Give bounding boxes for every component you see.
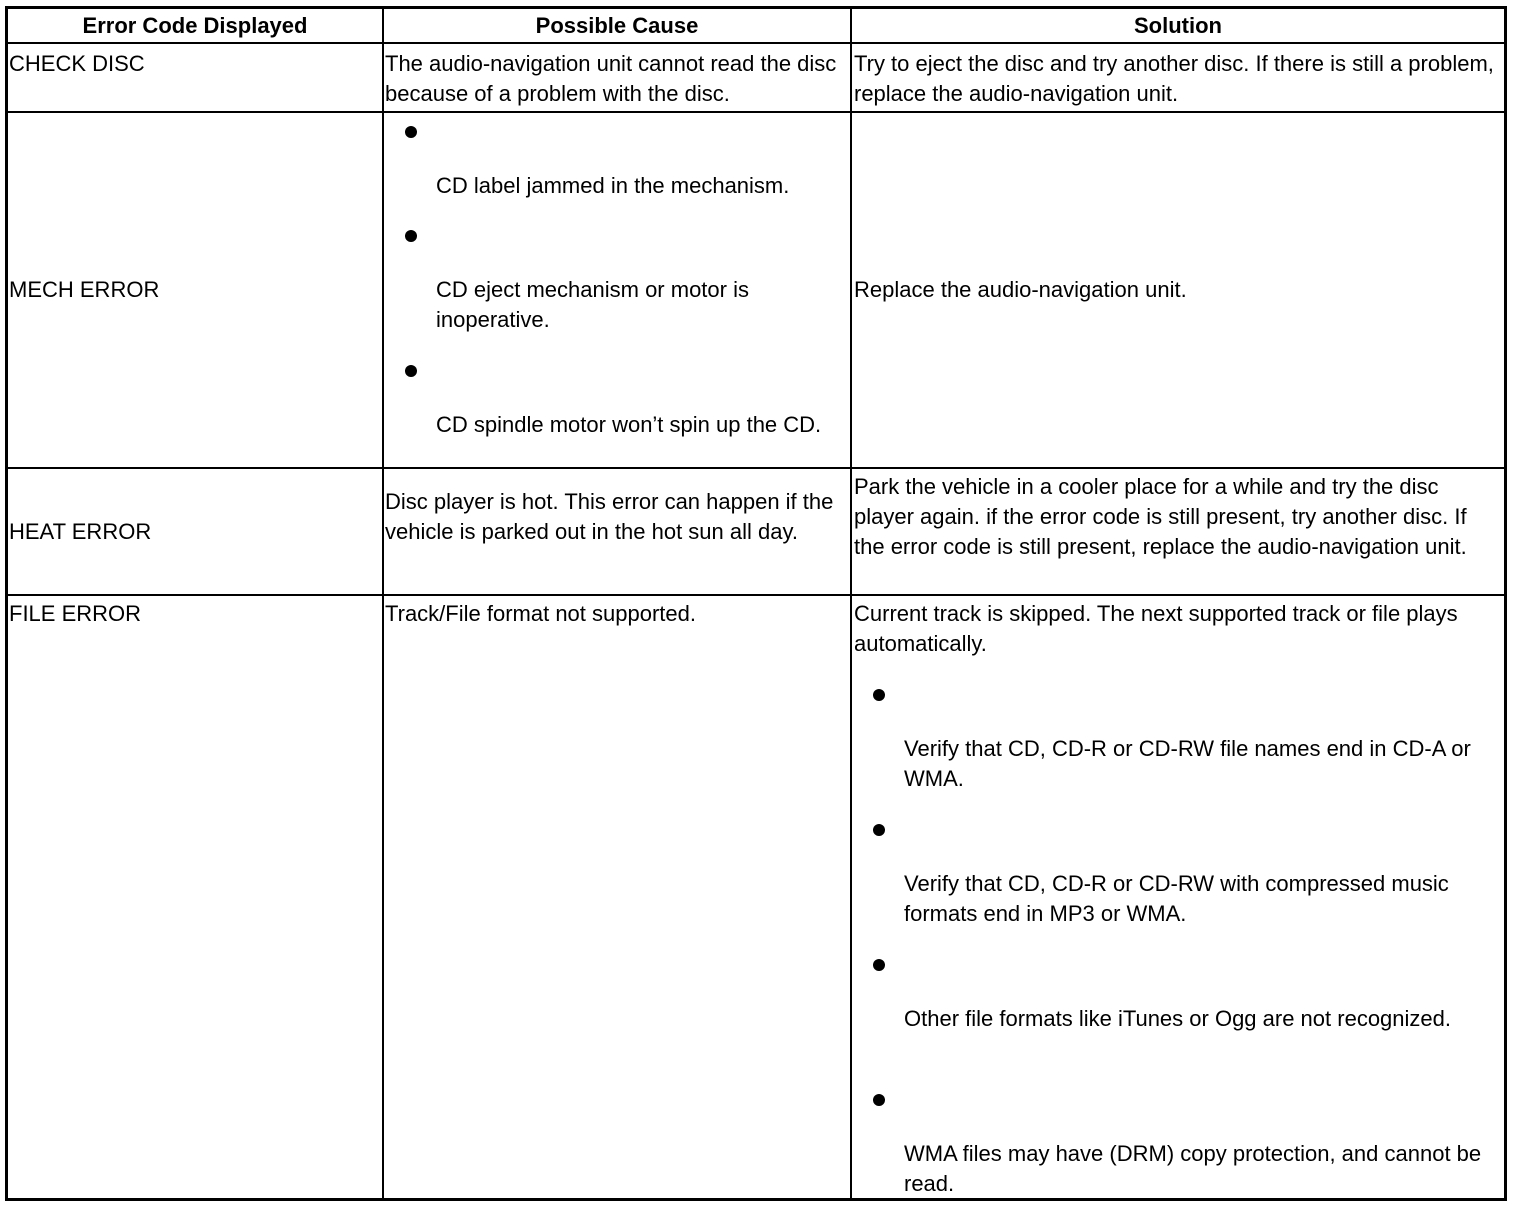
bullet-icon [873, 959, 885, 971]
bullet-icon [873, 824, 885, 836]
cell-code-heat-error: HEAT ERROR [9, 519, 152, 544]
row-divider [8, 467, 1504, 469]
cell-solution-file-error: Current track is skipped. The next supported track or file plays automatically. [854, 601, 1458, 656]
header-solution: Solution [1134, 13, 1222, 38]
list-item: Verify that CD, CD-R or CD-RW with compressed music formats end in MP3 or WMA. [904, 871, 1449, 926]
cell-solution-mech-error: Replace the audio-navigation unit. [854, 277, 1187, 302]
list-item: Other file formats like iTunes or Ogg are not recognized. [904, 1006, 1451, 1031]
list-item: WMA files may have (DRM) copy protection, and cannot be read. [904, 1141, 1482, 1196]
cell-code-check-disc: CHECK DISC [9, 51, 145, 76]
bullet-icon [405, 230, 417, 242]
bullet-icon [873, 1094, 885, 1106]
table-header-row [8, 9, 1504, 44]
bullet-icon [405, 365, 417, 377]
header-error-code: Error Code Displayed [82, 13, 308, 38]
cell-cause-heat-error: Disc player is hot. This error can happen if the vehicle is parked out in the hot sun all day. [385, 489, 834, 544]
row-divider [8, 111, 1504, 113]
header-possible-cause: Possible Cause [535, 13, 699, 38]
column-divider [850, 9, 852, 1198]
cell-code-file-error: FILE ERROR [9, 601, 142, 626]
list-item: CD eject mechanism or motor is inoperative. [436, 277, 749, 332]
cell-code-mech-error: MECH ERROR [9, 277, 160, 302]
list-item: Verify that CD, CD-R or CD-RW file names end in CD-A or WMA. [904, 736, 1471, 791]
bullet-icon [405, 126, 417, 138]
cell-cause-check-disc: The audio-navigation unit cannot read the disc because of a problem with the disc. [385, 51, 837, 106]
list-item: CD spindle motor won’t spin up the CD. [436, 412, 822, 437]
error-code-table [5, 6, 1507, 1201]
cell-solution-check-disc: Try to eject the disc and try another disc. If there is still a problem, replace the audio-navigation unit. [854, 51, 1494, 106]
bullet-icon [873, 689, 885, 701]
cell-cause-file-error: Track/File format not supported. [385, 601, 696, 626]
column-divider [382, 9, 384, 1198]
row-divider [8, 594, 1504, 596]
list-item: CD label jammed in the mechanism. [436, 173, 790, 198]
cell-solution-heat-error: Park the vehicle in a cooler place for a while and try the disc player again. if the error code is still present, try another disc. If the error code is still present, replace the audio-navigation unit. [854, 474, 1467, 559]
